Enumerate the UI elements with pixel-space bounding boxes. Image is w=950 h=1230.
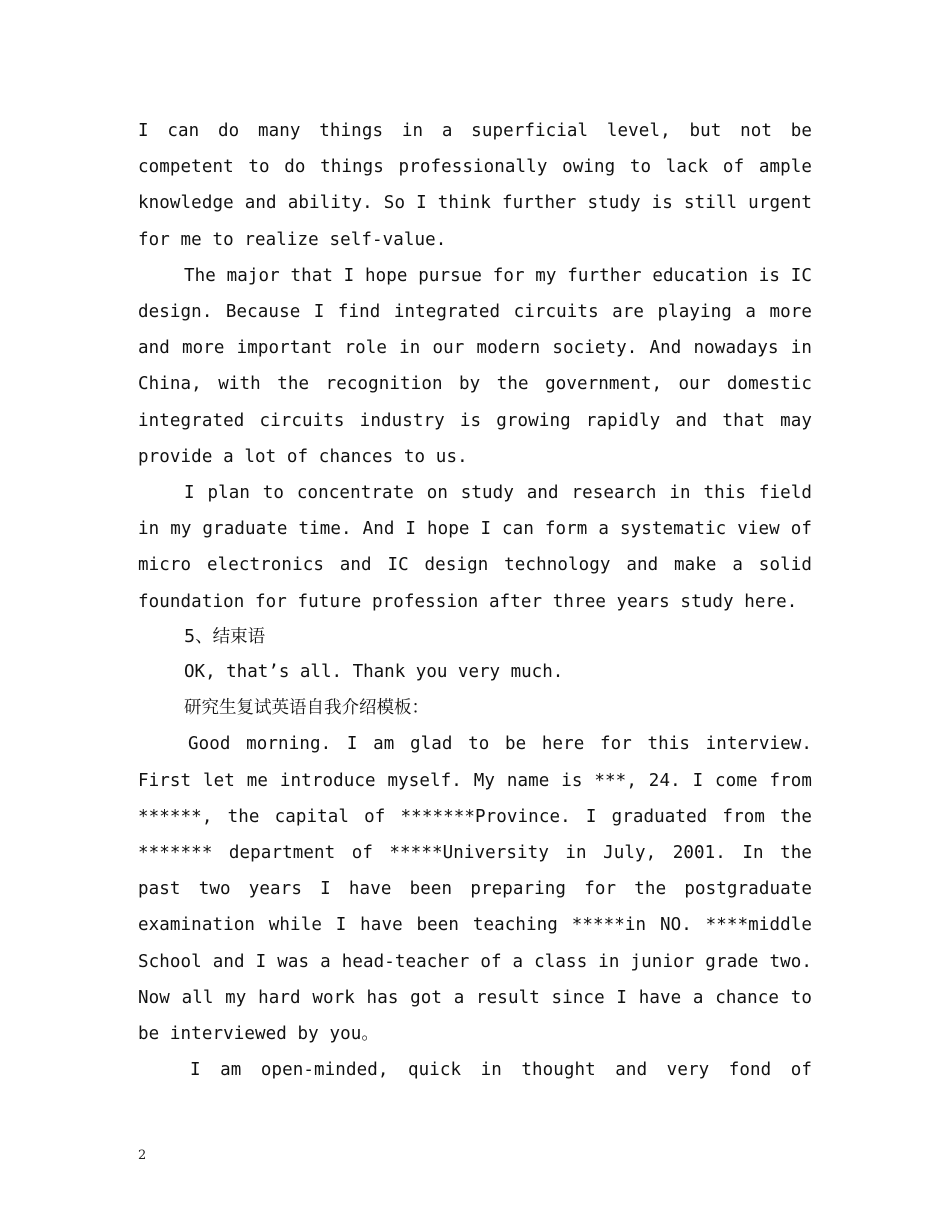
document-body xyxy=(138,113,812,1088)
paragraph-major-ic-design: The major that I hope pursue for my further education is IC design. Because I find integrated circuits are playing a more and more important role in our modern society. And nowadays in China, with the recognition by the government, our domestic integrated circuits industry is growing rapidly and that may provide a lot of chances to us. xyxy=(138,265,812,467)
paragraph-study-plan: I plan to concentrate on study and research in this field in my graduate time. And I hope I can form a systematic view of micro electronics and IC design technology and make a solid foundation for future profession after three years study here. xyxy=(138,483,812,612)
paragraph-introduction: Good morning. I am glad to be here for this interview. First let me introduce myself. My name is ***, 24. I come from ******, the capital of *******Province. I graduated from the ******* department of *****University in July, 2001. In the past two years I have been preparing for the postgraduate examination while I have been teaching *****in NO. ****middle School and I was a head-teacher of a class in junior grade two. Now all my hard work has got a result since I have a chance to be interviewed by you。 xyxy=(138,734,812,1044)
section-heading-conclusion: 5、结束语 xyxy=(184,626,266,647)
template-title: 研究生复试英语自我介绍模板： xyxy=(184,697,429,718)
paragraph-personality: I am open-minded, quick in thought and very fond of xyxy=(190,1060,812,1081)
page-number: 2 xyxy=(138,1148,147,1163)
closing-line: OK, that’s all. Thank you very much. xyxy=(184,662,564,683)
paragraph-self-value: I can do many things in a superficial level, but not be competent to do things professionally owing to lack of ample knowledge and ability. So I think further study is still urgent for me to realize self-value. xyxy=(138,121,812,250)
